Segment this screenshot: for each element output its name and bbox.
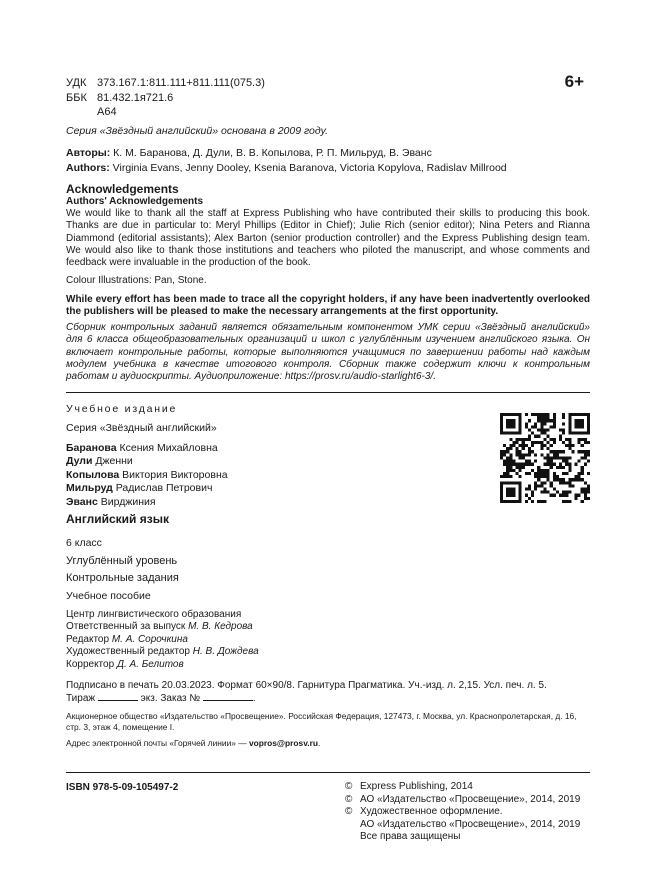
signed-details: 20.03.2023. Формат 60×90/8. Гарнитура Прагматика. Уч.-изд. л. 2,15. Усл. печ. л. 5. [161, 680, 547, 691]
author-mark: А64 [97, 106, 117, 118]
book-description: Сборник контрольных заданий является обязательным компонентом УМК серии «Звёздный английский» для 6 класса общеобразовательных организаций и школ с углублённым изучением английского языка. Он включает контрольные работы, которые выполняются учащимися по завершении работы над каждым модулем учебника в качестве итогового контроля. Сборник также содержит ключи к контрольным работам и аудиоскрипты. Аудиоприложение: https://prosv.ru/audio-starlight6-3/. [66, 322, 590, 383]
ack-text: We would like to thank all the staff at Express Publishing who have contributed their skills to producing this book. Thanks are due in particular to: Meryl Phillips (Editor in Chief); Julie Rich (senior editor); Nina Peters and Rianna Diammond (editorial assistants); Alex Barton (senior production controller) and the Express Publishing design team. We would also like to thank those institutions and teachers who piloted the manuscript, and whose comments and feedback were invaluable in the production of the book. [66, 208, 590, 269]
copyright-icon: © [345, 793, 353, 805]
authors-en-names: Virginia Evans, Jenny Dooley, Ksenia Baranova, Victoria Kopylova, Radislav Millrood [112, 162, 507, 174]
copyright-icon: © [345, 806, 353, 818]
acknowledgements [66, 182, 590, 269]
level-block [66, 553, 179, 587]
udk-label: УДК [66, 77, 87, 89]
qr-code-icon [500, 413, 590, 503]
isbn: ISBN 978-5-09-105497-2 [66, 782, 179, 793]
bbk-label: ББК [66, 91, 87, 104]
authors-block [66, 146, 590, 176]
list-item: Мильруд Радислав Петрович [66, 482, 213, 495]
work-type: Контрольные задания [66, 572, 179, 584]
bbk-value: 81.432.1я721.6 [97, 91, 174, 104]
book-type: Учебное пособие [66, 590, 151, 602]
list-item: Баранова Ксения Михайловна [66, 442, 218, 454]
copyright-icon: © [345, 781, 353, 792]
responsible-name: М. В. Кедрова [188, 621, 253, 633]
run-label: Тираж [66, 693, 96, 705]
blank-field [203, 692, 253, 701]
ack-subheading: Authors' Acknowledgements [66, 196, 204, 207]
copyright-note: While every effort has been made to trace all the copyright holders, if any have been inadvertently overlooked the publishers will be pleased to make the necessary arrangements at the first opportunity. [66, 294, 590, 318]
center-name: Центр лингвистического образования [66, 609, 242, 620]
staff-block: Центр лингвистического образования Ответственный за выпуск М. В. Кедрова Редактор М. А. Сорочкина Художественный редактор Н. В. Дождева Корректор Д. А. Белитов [66, 609, 259, 670]
art-editor-name: Н. В. Дождева [192, 646, 259, 658]
subject-title: Английский язык [66, 512, 169, 526]
age-rating: 6+ [564, 72, 584, 91]
level: Углублённый уровень [66, 555, 178, 567]
run-tail: экз. Заказ № [140, 693, 201, 705]
series-note: Серия «Звёздный английский» основана в 2009 году. [66, 125, 329, 137]
corrector-name: Д. А. Белитов [116, 658, 184, 670]
edition-type: Учебное издание [66, 403, 178, 415]
publisher-address: Акционерное общество «Издательство «Просвещение». Российская Федерация, 127473, г. Москва, ул. Краснопролетарская, д. 16, стр. 3, этаж 4, помещение I. [66, 711, 577, 732]
print-info: Подписано в печать 20.03.2023. Формат 60×90/8. Гарнитура Прагматика. Уч.-изд. л. 2,15. Усл. печ. л. 5. Тираж экз. Заказ № . [66, 680, 547, 705]
list-item: Дули Дженни [66, 455, 133, 468]
series-name: Серия «Звёздный английский» [66, 422, 217, 434]
blank-field [98, 692, 138, 701]
hotline-email[interactable]: vopros@prosv.ru [248, 738, 318, 748]
grade: 6 класс [66, 537, 102, 549]
signed-label: Подписано в печать [66, 680, 159, 691]
divider-bottom [66, 772, 590, 773]
authors-en-label: Authors: [66, 162, 110, 174]
author-names-list [66, 442, 228, 509]
copyright-lines: © Express Publishing, 2014 © АО «Издательство «Просвещение», 2014, 2019 © Художественное оформление. АО «Издательство «Просвещение», 2014, 2019 Все права защищены [345, 781, 581, 843]
editor-name: М. А. Сорочкина [111, 633, 188, 645]
authors-ru-label: Авторы: [66, 147, 111, 159]
udk-value: 373.167.1:811.111+811.111(075.3) [97, 77, 265, 89]
list-item: Эванс Вирджиния [66, 495, 156, 508]
ack-heading: Acknowledgements [66, 182, 179, 196]
divider-top [66, 392, 590, 393]
hotline: Адрес электронной почты «Горячей линии» — vopros@prosv.ru. [66, 738, 321, 748]
list-item: Копылова Виктория Викторовна [66, 468, 228, 481]
authors-ru-names: К. М. Баранова, Д. Дули, В. В. Копылова, Р. П. Мильруд, В. Эванс [113, 147, 432, 159]
classification-codes [66, 76, 265, 120]
illustrations-credit: Colour Illustrations: Pan, Stone. [66, 275, 207, 286]
